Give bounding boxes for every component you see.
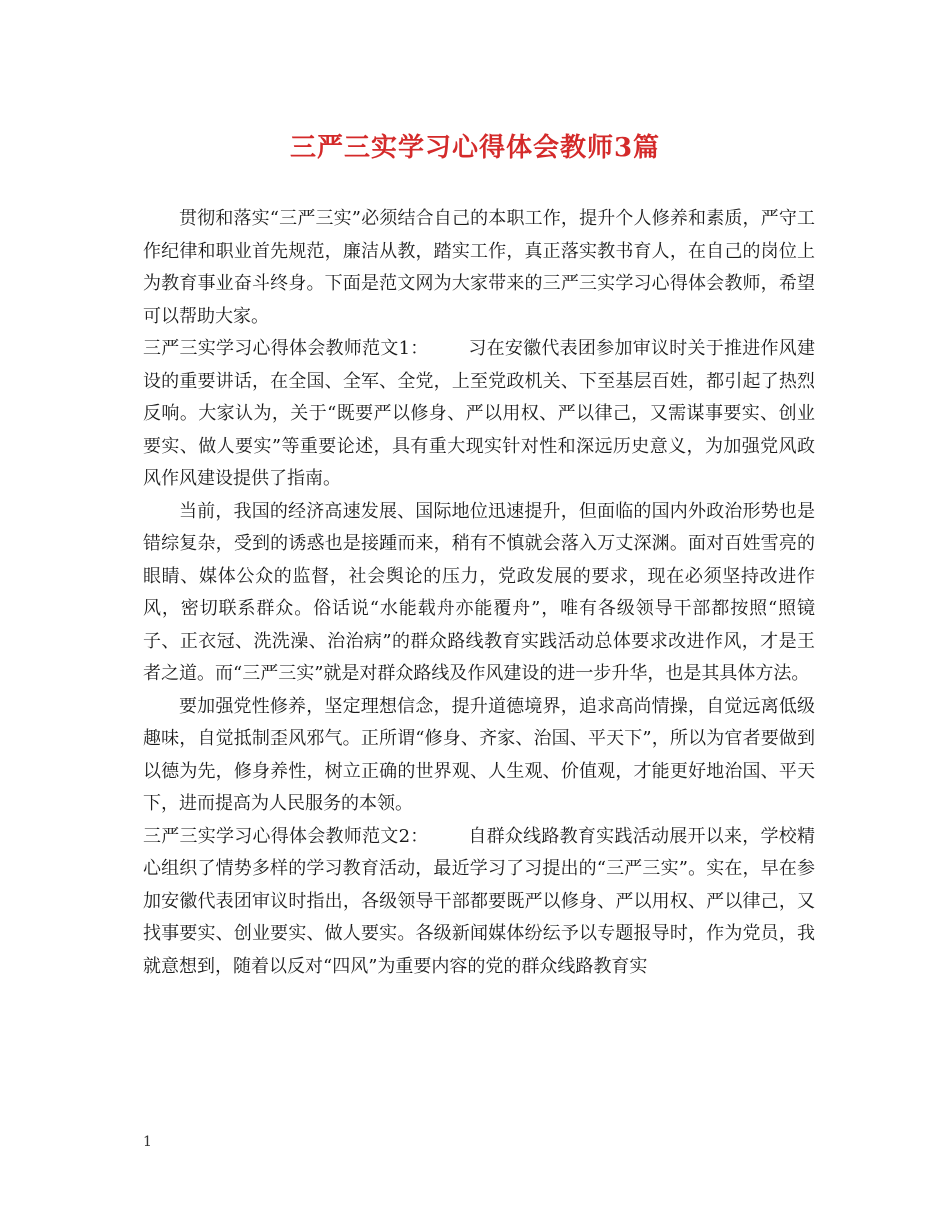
- sample-label: 三严三实学习心得体会教师范文1：: [143, 338, 429, 359]
- paragraph-text: 习在安徽代表团参加审议时关于推进作风建设的重要讲话，在全国、全军、全党，上至党政机关、下至基层百姓，都引起了热烈反响。大家认为，关于“既要严以修身、严以用权、严以律己，又需谋事要实、创业要实、做人要实”等重要论述，具有重大现实针对性和深远历史意义，为加强党风政风作风建设提供了指南。: [143, 338, 815, 489]
- paragraph-sample-1: [143, 333, 815, 496]
- sample-label: 三严三实学习心得体会教师范文2：: [143, 825, 429, 847]
- paragraph-sample-2: [143, 821, 815, 984]
- paragraph-text: 贯彻和落实“三严三实”必须结合自己的本职工作，提升个人修养和素质，严守工作纪律和职业首先规范，廉洁从教，踏实工作，真正落实教书育人，在自己的岗位上为教育事业奋斗终身。下面是范文网为大家带来的三严三实学习心得体会教师，希望可以帮助大家。: [143, 208, 815, 327]
- document-body: [143, 203, 815, 983]
- document-title: 三严三实学习心得体会教师3篇: [289, 133, 661, 163]
- paragraph-text: 当前，我国的经济高速发展、国际地位迅速提升，但面临的国内外政治形势也是错综复杂，受到的诱惑也是接踵而来，稍有不慎就会落入万丈深渊。面对百姓雪亮的眼睛、媒体公众的监督，社会舆论的压力，党政发展的要求，现在必须坚持改进作风，密切联系群众。俗话说“水能载舟亦能覆舟”，唯有各级领导干部都按照“照镜子、正衣冠、洗洗澡、治治病”的群众路线教育实践活动总体要求改进作风，才是王者之道。而“三严三实”就是对群众路线及作风建设的进一步升华，也是其具体方法。: [143, 500, 815, 684]
- paragraph-text: 自群众线路教育实践活动展开以来，学校精心组织了情势多样的学习教育活动，最近学习了习提出的“三严三实”。实在，早在参加安徽代表团审议时指出，各级领导干部都要既严以修身、严以用权、严以律己，又找事要实、创业要实、做人要实。各级新闻媒体纷纭予以专题报导时，作为党员，我就意想到，随着以反对“四风”为重要内容的党的群众线路教育实: [143, 825, 815, 977]
- paragraph-current-situation: [143, 496, 815, 691]
- paragraph-text: 要加强党性修养，坚定理想信念，提升道德境界，追求高尚情操，自觉远离低级趣味，自觉抵制歪风邪气。正所谓“修身、齐家、治国、平天下”，所以为官者要做到以德为先，修身养性，树立正确的世界观、人生观、价值观，才能更好地治国、平天下，进而提高为人民服务的本领。: [143, 695, 815, 814]
- paragraph-self-cultivation: [143, 691, 815, 821]
- paragraph-intro: [143, 203, 815, 333]
- page-number: 1: [143, 1134, 152, 1150]
